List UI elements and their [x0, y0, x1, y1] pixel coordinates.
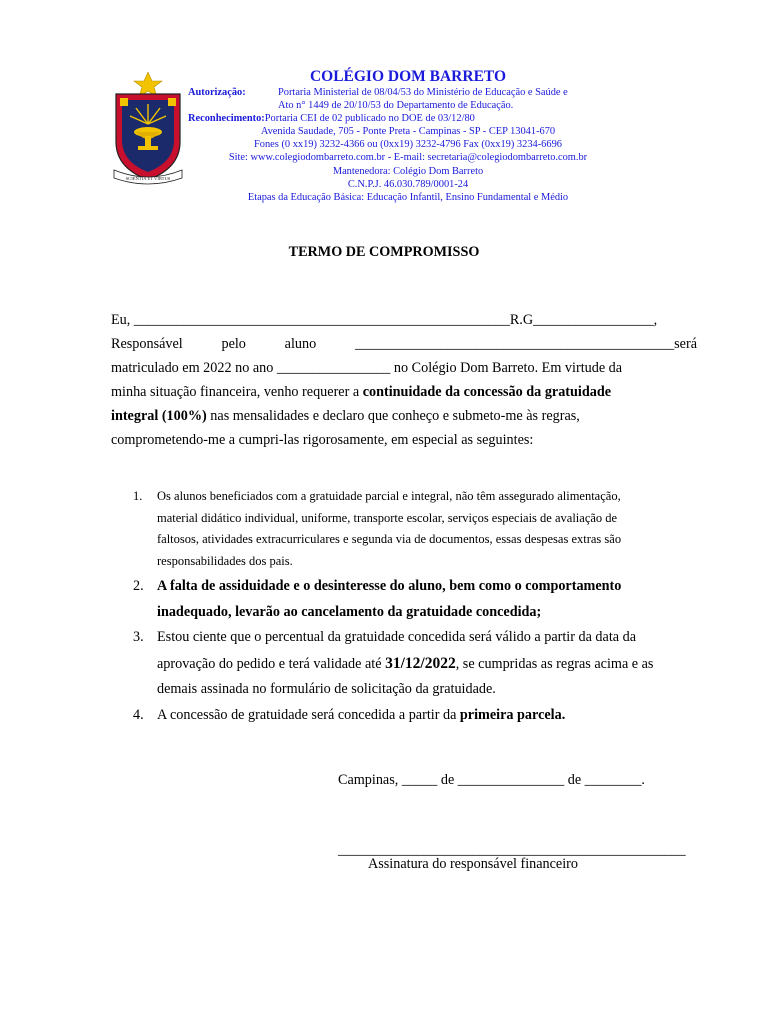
school-stages: Etapas da Educação Básica: Educação Infantil, Ensino Fundamental e Médio — [247, 191, 569, 203]
intro-line-2 — [111, 332, 697, 356]
rule-3-line-3: demais assinada no formulário de solicitação da gratuidade. — [157, 681, 496, 697]
school-phones: Fones (0 xx19) 3232-4366 ou (0xx19) 3232-4796 Fax (0xx19) 3234-6696 — [254, 139, 562, 151]
intro-word-responsavel: Responsável — [111, 336, 183, 352]
crest-motto: SCIENTIA ET VIRTUS — [125, 176, 171, 181]
intro-paragraph — [111, 308, 697, 452]
rule-3-text-end: , se cumpridas as regras acima e as — [455, 655, 654, 672]
recognition-text: Portaria CEI de 02 publicado no DOE de 03/12/80 — [264, 113, 475, 125]
rule-3-date: 31/12/2022 — [385, 654, 456, 672]
intro-line-4-bold: continuidade da concessão da gratuidade — [362, 384, 612, 400]
rule-number: 3. — [133, 629, 144, 645]
rule-item-3 — [111, 625, 701, 703]
rule-item-2 — [111, 574, 701, 625]
intro-line-5-bold: integral (100%) — [111, 408, 207, 424]
school-cnpj: C.N.P.J. 46.030.789/0001-24 — [347, 178, 469, 190]
rule-1-line-3: faltosos, atividades extracurriculares e segunda via de documentos, essas despesas extras são — [157, 532, 622, 546]
document-title: TERMO DE COMPROMISSO — [288, 244, 480, 260]
intro-line-5-text: nas mensalidades e declaro que conheço e submeto-me às regras, — [206, 408, 580, 424]
intro-word-aluno: aluno — [284, 336, 317, 352]
rule-1-line-1: Os alunos beneficiados com a gratuidade parcial e integral, não têm assegurado alimentação, — [157, 489, 621, 503]
rule-3-text: aprovação do pedido e terá validade até — [157, 655, 386, 672]
intro-line-1-text: Eu, _____________________________________________________R.G_________________, — [111, 312, 658, 328]
school-header — [188, 68, 628, 204]
intro-line-3 — [111, 356, 697, 380]
authorization-text-line2: Ato n° 1449 de 20/10/53 do Departamento de Educação. — [278, 100, 514, 112]
rule-4-text: A concessão de gratuidade será concedida a partir da — [157, 706, 460, 723]
rule-item-1 — [111, 486, 701, 572]
signature-line: _________________________________________________ — [338, 842, 686, 858]
intro-line-6 — [111, 428, 697, 452]
school-address: Avenida Saudade, 705 - Ponte Preta - Campinas - SP - CEP 13041-670 — [260, 126, 556, 138]
place-date-line: Campinas, _____ de _______________ de ________. — [338, 772, 645, 788]
authorization-text-line1: Portaria Ministerial de 08/04/53 do Ministério de Educação e Saúde e — [278, 87, 568, 98]
school-maintainer: Mantenedora: Colégio Dom Barreto — [332, 165, 484, 177]
intro-line-4 — [111, 380, 697, 404]
rule-3-line-1: Estou ciente que o percentual da gratuidade concedida será válido a partir da data da — [157, 629, 637, 645]
rules-list — [111, 486, 701, 728]
rule-item-4 — [111, 703, 701, 729]
recognition-row — [188, 112, 628, 125]
school-site-email: Site: www.colegiodombarreto.com.br - E-mail: secretaria@colegiodombarreto.com.br — [228, 152, 588, 164]
intro-line-1 — [111, 308, 697, 332]
intro-line-6-text: comprometendo-me a cumpri-las rigorosamente, em especial as seguintes: — [111, 432, 534, 448]
rule-4-line-1 — [157, 703, 701, 729]
intro-line-5 — [111, 404, 697, 428]
rule-number: 2. — [133, 578, 144, 594]
rule-1-line-2: material didático individual, uniforme, transporte escolar, serviços especiais de avaliação de — [157, 510, 618, 525]
intro-student-blank: _____________________________________________será — [354, 336, 697, 352]
authorization-label: Autorização: — [188, 87, 246, 98]
intro-line-4-text: minha situação financeira, venho requerer a — [111, 384, 363, 400]
rule-3-line-2 — [157, 651, 701, 678]
rule-4-bold: primeira parcela. — [459, 706, 566, 723]
signature-label: Assinatura do responsável financeiro — [368, 856, 578, 872]
rule-1-line-4: responsabilidades dos pais. — [157, 553, 293, 568]
rule-number: 4. — [133, 706, 144, 723]
intro-word-pelo: pelo — [221, 336, 246, 352]
rule-2-line-1: A falta de assiduidade e o desinteresse do aluno, bem como o comportamento — [157, 578, 622, 594]
rule-2-line-2: inadequado, levarão ao cancelamento da gratuidade concedida; — [157, 603, 542, 620]
intro-line-3-text: matriculado em 2022 no ano ________________ no Colégio Dom Barreto. Em virtude da — [111, 360, 623, 376]
school-name: COLÉGIO DOM BARRETO — [309, 68, 507, 85]
school-crest-logo — [112, 72, 184, 188]
rule-number: 1. — [133, 489, 143, 503]
authorization-row — [188, 86, 628, 99]
recognition-label: Reconhecimento: — [188, 113, 265, 125]
